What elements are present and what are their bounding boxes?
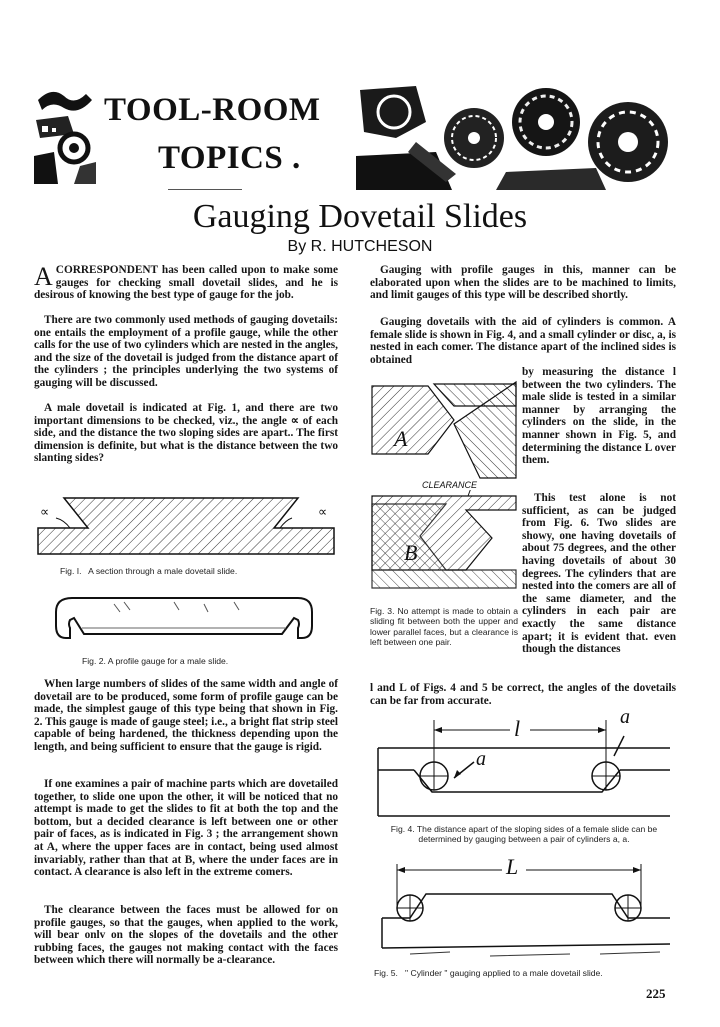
fig5-label-L: L: [506, 854, 519, 879]
fig3-clearance-label: CLEARANCE: [422, 480, 478, 490]
figure-2: [54, 590, 316, 646]
fig4-label-a-outer: a: [620, 706, 630, 728]
header-illustration-left: [34, 86, 96, 186]
left-para-4: When large numbers of slides of the same width and angle of dovetail are to be produced, some form of profile gauge can be made, the simplest gauge of this type being that shown in Fig. 2. This gauge is made of gauge steel; i.e., a bright flat strip steel capable of being hardened, the thickness depending upon the length, and being sufficient to ensure that the gauge is rigid.: [34, 678, 338, 753]
left-para-1: ACORRESPONDENT has been called upon to make some gauges for checking small dovetail slides, and he is desirous of knowing the best type of gauge for the job.: [34, 262, 338, 302]
fig3-label-B: B: [404, 540, 418, 565]
right-para-3-end: l and L of Figs. 4 and 5 be correct, the angles of the dovetails can be far from accurate.: [370, 682, 676, 707]
fig4-label-a-inner: a: [476, 748, 486, 770]
left-para-3: A male dovetail is indicated at Fig. 1, and there are two important dimensions to be checked, viz., the angle ∝ of each side, and the distance the two sloping sides are apart.. The first dimension is definite, but what is the distance between the two slanting sides?: [34, 402, 338, 465]
left-para-6: The clearance between the faces must be allowed for on profile gauges, so that the gauges, when applied to the work, will bear onlv on the slopes of the dovetails and the other rubbing faces, the gauges not making contact with the faces between which there will normally be a-clearance.: [34, 904, 338, 967]
fig2-caption: Fig. 2. A profile gauge for a male slide.: [82, 656, 229, 666]
article-title: Gauging Dovetail Slides: [192, 198, 528, 235]
right-para-3: This test alone is not sufficient, as can be judged from Fig. 6. Two slides are showy, one having dovetails of about 75 degrees, and the other having dovetails of about 30 degrees. The cylinders that are nested into the comers are all of the same diameter, and the cylinders in each pair are exactly the same distance apart; it is evident that. even though the distances: [522, 492, 676, 656]
header-illustration-machinery: [356, 82, 678, 190]
fig3-label-A: A: [394, 426, 408, 451]
fig4-label-l: l: [514, 716, 521, 741]
right-para-2a: Gauging dovetails with the aid of cylinders is common. A female slide is shown in Fig. 4, and a small cylinder or disc, a, is nested in each comer. The distance apart of the inclined sides is obtained: [370, 316, 676, 366]
figure-4: [370, 706, 676, 820]
fig5-caption: Fig. 5. " Cylinder " gauging applied to a male dovetail slide.: [374, 968, 603, 978]
figure-1: [34, 490, 338, 560]
header-title-line2: TOPICS .: [158, 140, 301, 176]
fig1-alpha-right: ∝: [318, 504, 328, 519]
drop-cap: A: [34, 262, 53, 291]
header-title-line1: TOOL-ROOM: [104, 92, 321, 128]
left-para-5: If one examines a pair of machine parts which are dovetailed together, to slide one upon the other, it will be noticed that no attempt is made to get the slides to fit at both the top and the bottom, but a decided clearance is left between one or other pair of faces, as is indicated in Fig. 3 ; the arrangement shown at A, where the upper faces are in contact, being used almost invariably, rather than that at B, where the under faces are in contact. A clearance is also left in the extreme comers.: [34, 778, 338, 879]
article-byline: By R. HUTCHESON: [287, 238, 433, 255]
fig1-alpha-left: ∝: [40, 504, 50, 519]
fig4-caption: Fig. 4. The distance apart of the sloping sides of a female slide can be determined by gauging between a pair of cylinders a, a.: [390, 824, 658, 845]
header-rule: [168, 189, 242, 190]
figure-3: [370, 380, 518, 600]
fig1-caption: Fig. I. A section through a male dovetail slide.: [60, 566, 238, 576]
right-para-1: Gauging with profile gauges in this, manner can be elaborated upon when the slides are to be machined to limits, and limit gauges of this type will be described shortly.: [370, 264, 676, 302]
left-para-2: There are two commonly used methods of gauging dovetails: one entails the employment of a profile gauge, while the other calls for the use of two cylinders which are nested in the angles, and the size of the dovetail is judged from the distance apart of the cylinders ; the principles underlying the two systems of gauging will be discussed.: [34, 314, 338, 389]
fig3-caption: Fig. 3. No attempt is made to obtain a sliding fit between both the upper and lower parallel faces, but a clearance is left between one pair.: [370, 606, 518, 648]
page-number: 225: [646, 986, 666, 1001]
right-para-2b: by measuring the distance l between the two cylinders. The male slide is tested in a similar manner by arranging the cylinders on the slide, in the manner shown in Fig. 5, and determining the distance L over them.: [522, 366, 676, 467]
figure-5: [370, 854, 676, 964]
